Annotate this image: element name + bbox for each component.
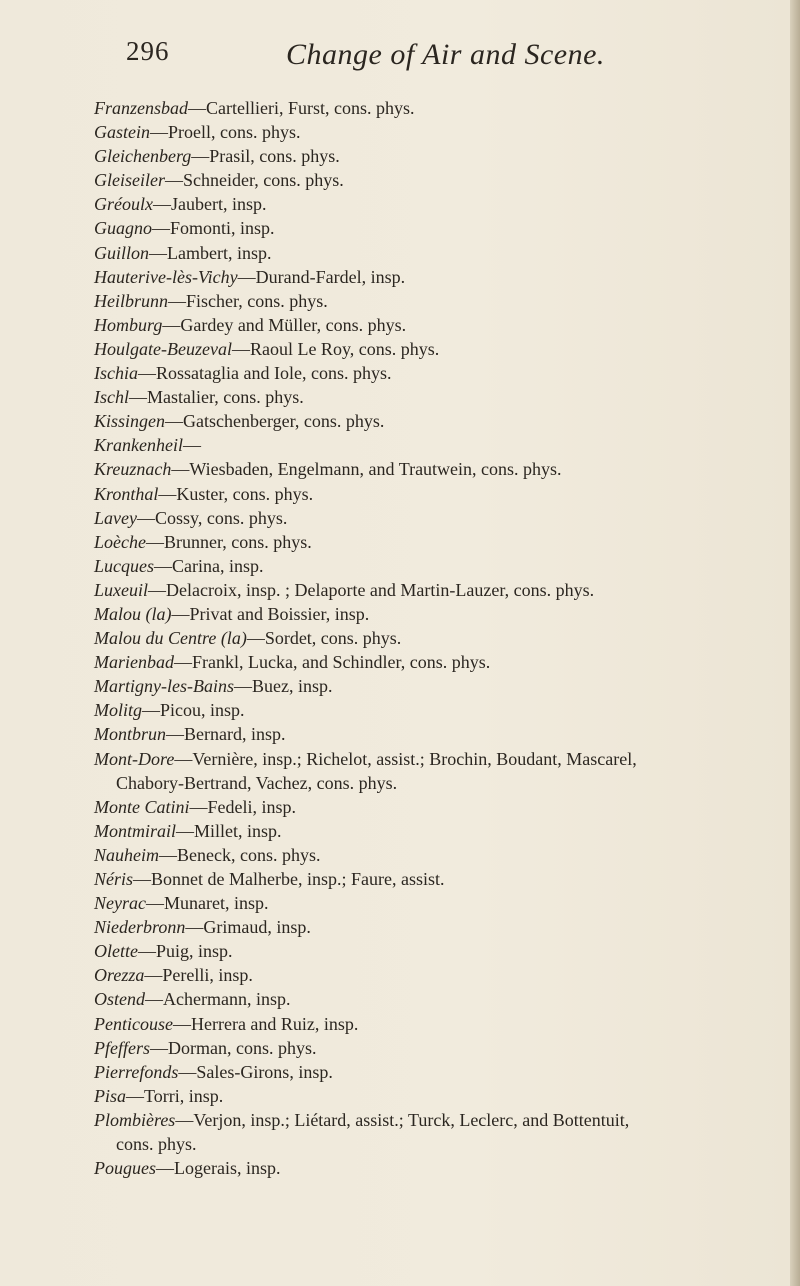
directory-entry: [94, 144, 794, 168]
entry-details: —Dorman, cons. phys.: [150, 1037, 317, 1058]
directory-entry: [94, 433, 794, 457]
entry-place: Lucques: [94, 555, 154, 576]
entry-details: —: [182, 435, 201, 456]
directory-entry: [94, 337, 794, 361]
entry-place: Kreuznach: [94, 459, 172, 480]
entry-details: —Picou, insp.: [142, 700, 245, 721]
entry-place: Guagno: [94, 218, 152, 239]
entry-place: Martigny-les-Bains: [94, 676, 234, 697]
entry-details: —Raoul Le Roy, cons. phys.: [231, 338, 440, 359]
directory-entry: [94, 482, 794, 506]
entry-details: —Brunner, cons. phys.: [145, 531, 312, 552]
entry-place: Montmirail: [94, 820, 177, 841]
entry-details: —Gardey and Müller, cons. phys.: [162, 314, 407, 335]
entry-place: Malou du Centre (la): [94, 628, 247, 649]
directory-entry: [94, 168, 794, 192]
entry-details: —Cossy, cons. phys.: [136, 507, 288, 528]
entry-details: —Munaret, insp.: [145, 893, 269, 914]
directory-entry: [94, 530, 794, 554]
entry-place: Penticouse: [94, 1013, 173, 1034]
entry-details: —Verjon, insp.; Liétard, assist.; Turck, Leclerc, and Bottentuit,: [175, 1109, 630, 1130]
entry-details: —Cartellieri, Furst, cons. phys.: [188, 98, 415, 118]
entry-place: Mont-Dore: [94, 748, 175, 769]
directory-entry: [94, 1012, 794, 1036]
directory-entry: [94, 1108, 794, 1156]
entry-place: Kronthal: [94, 483, 159, 504]
directory-entry: [94, 963, 794, 987]
directory-entry: [94, 265, 794, 289]
directory-entry: [94, 819, 794, 843]
directory-entry: [94, 747, 794, 795]
directory-entry: [94, 867, 794, 891]
entry-continuation: cons. phys.: [116, 1134, 197, 1155]
entry-details: —Sordet, cons. phys.: [246, 628, 402, 649]
entry-details: —Beneck, cons. phys.: [159, 844, 321, 865]
entry-place: Pierrefonds: [94, 1061, 179, 1082]
entry-place: Malou (la): [94, 603, 172, 624]
entry-details: —Frankl, Lucka, and Schindler, cons. phys.: [174, 652, 491, 673]
directory-entry: [94, 241, 794, 265]
directory-entry: [94, 698, 794, 722]
entry-details: —Delacroix, insp. ; Delaporte and Martin-Lauzer, cons. phys.: [148, 579, 595, 600]
directory-entry: [94, 1060, 794, 1084]
entry-place: Olette: [94, 941, 138, 962]
page-number: 296: [126, 36, 170, 66]
entry-place: Krankenheil: [94, 435, 183, 456]
entry-details: —Prasil, cons. phys.: [191, 146, 340, 167]
entry-details: —Jaubert, insp.: [152, 194, 267, 215]
entry-details: —Bonnet de Malherbe, insp.; Faure, assist.: [133, 869, 445, 889]
entry-details: —Puig, insp.: [137, 941, 233, 962]
entry-details: —Schneider, cons. phys.: [164, 170, 344, 191]
entry-place: Pisa: [94, 1085, 127, 1106]
entry-details: —Herrera and Ruiz, insp.: [172, 1013, 359, 1034]
entry-place: Orezza: [94, 965, 145, 986]
entry-place: Néris: [94, 869, 134, 889]
entry-place: Guillon: [94, 242, 150, 263]
entry-place: Ischia: [94, 363, 138, 384]
entry-place: Montbrun: [94, 724, 166, 745]
directory-entry: [94, 120, 794, 144]
entry-place: Homburg: [94, 314, 163, 335]
directory-entry: [94, 289, 794, 313]
entry-place: Gréoulx: [94, 194, 153, 215]
directory-entry: [94, 96, 794, 120]
entry-place: Marienbad: [94, 652, 174, 673]
directory-entry: [94, 578, 794, 602]
directory-entry: [94, 192, 794, 216]
entry-details: —Logerais, insp.: [156, 1158, 281, 1179]
entry-place: Monte Catini: [94, 796, 190, 817]
entry-details: —Durand-Fardel, insp.: [237, 266, 406, 287]
entry-place: Houlgate-Beuzeval: [94, 338, 232, 359]
entry-place: Plombières: [94, 1109, 176, 1130]
entry-place: Pfeffers: [94, 1037, 150, 1058]
directory-entry: [94, 1084, 794, 1108]
directory-entry: [94, 674, 794, 698]
directory-entry: [94, 626, 794, 650]
entry-place: Gleiseiler: [94, 170, 165, 191]
entry-details: —Mastalier, cons. phys.: [129, 387, 304, 408]
directory-list: [94, 96, 794, 1180]
entry-place: Molitg: [94, 700, 142, 721]
entry-details: —Bernard, insp.: [166, 724, 286, 745]
directory-entry: [94, 602, 794, 626]
directory-entry: [94, 650, 794, 674]
entry-details: —Achermann, insp.: [145, 989, 291, 1010]
entry-place: Lavey: [94, 507, 137, 528]
entry-place: Gastein: [94, 122, 150, 143]
directory-entry: [94, 361, 794, 385]
entry-details: —Privat and Boissier, insp.: [171, 603, 370, 624]
entry-details: —Wiesbaden, Engelmann, and Trautwein, cons. phys.: [171, 459, 562, 480]
directory-entry: [94, 216, 794, 240]
entry-place: Pougues: [94, 1158, 156, 1179]
entry-continuation: Chabory-Bertrand, Vachez, cons. phys.: [116, 772, 398, 793]
entry-details: —Buez, insp.: [233, 676, 333, 697]
directory-entry: [94, 554, 794, 578]
entry-details: —Torri, insp.: [126, 1085, 224, 1106]
entry-place: Loèche: [94, 531, 146, 552]
entry-details: —Vernière, insp.; Richelot, assist.; Brochin, Boudant, Mascarel,: [174, 748, 637, 769]
directory-entry: [94, 313, 794, 337]
entry-details: —Perelli, insp.: [144, 965, 253, 986]
directory-entry: [94, 722, 794, 746]
entry-details: —Sales-Girons, insp.: [178, 1061, 333, 1082]
entry-place: Ostend: [94, 989, 145, 1010]
directory-entry: [94, 409, 794, 433]
directory-entry: [94, 795, 794, 819]
directory-entry: [94, 506, 794, 530]
page-header: [126, 36, 686, 76]
entry-place: Luxeuil: [94, 579, 148, 600]
directory-entry: [94, 1036, 794, 1060]
entry-details: —Lambert, insp.: [149, 242, 272, 263]
entry-details: —Fomonti, insp.: [152, 218, 275, 239]
entry-place: Hauterive-lès-Vichy: [94, 266, 238, 287]
entry-details: —Gatschenberger, cons. phys.: [165, 411, 385, 432]
entry-place: Niederbronn: [94, 917, 186, 938]
directory-entry: [94, 843, 794, 867]
entry-place: Heilbrunn: [94, 290, 168, 311]
entry-details: —Fischer, cons. phys.: [168, 290, 328, 311]
entry-place: Ischl: [94, 387, 129, 408]
directory-entry: [94, 987, 794, 1011]
directory-entry: [94, 939, 794, 963]
entry-place: Franzensbad: [94, 98, 188, 118]
directory-entry: [94, 915, 794, 939]
entry-details: —Grimaud, insp.: [185, 917, 311, 938]
directory-entry: [94, 457, 794, 481]
entry-place: Kissingen: [94, 411, 166, 432]
entry-details: —Carina, insp.: [154, 555, 264, 576]
entry-place: Neyrac: [94, 893, 146, 914]
entry-details: —Fedeli, insp.: [189, 796, 296, 817]
entry-details: —Rossataglia and Iole, cons. phys.: [138, 363, 392, 384]
directory-entry: [94, 1156, 794, 1180]
entry-place: Gleichenberg: [94, 146, 192, 167]
entry-details: —Kuster, cons. phys.: [158, 483, 314, 504]
entry-place: Nauheim: [94, 844, 159, 865]
directory-entry: [94, 385, 794, 409]
entry-details: —Millet, insp.: [176, 820, 282, 841]
running-title: Change of Air and Scene.: [286, 38, 605, 71]
page-edge: [790, 0, 800, 1286]
directory-entry: [94, 891, 794, 915]
entry-details: —Proell, cons. phys.: [150, 122, 301, 143]
